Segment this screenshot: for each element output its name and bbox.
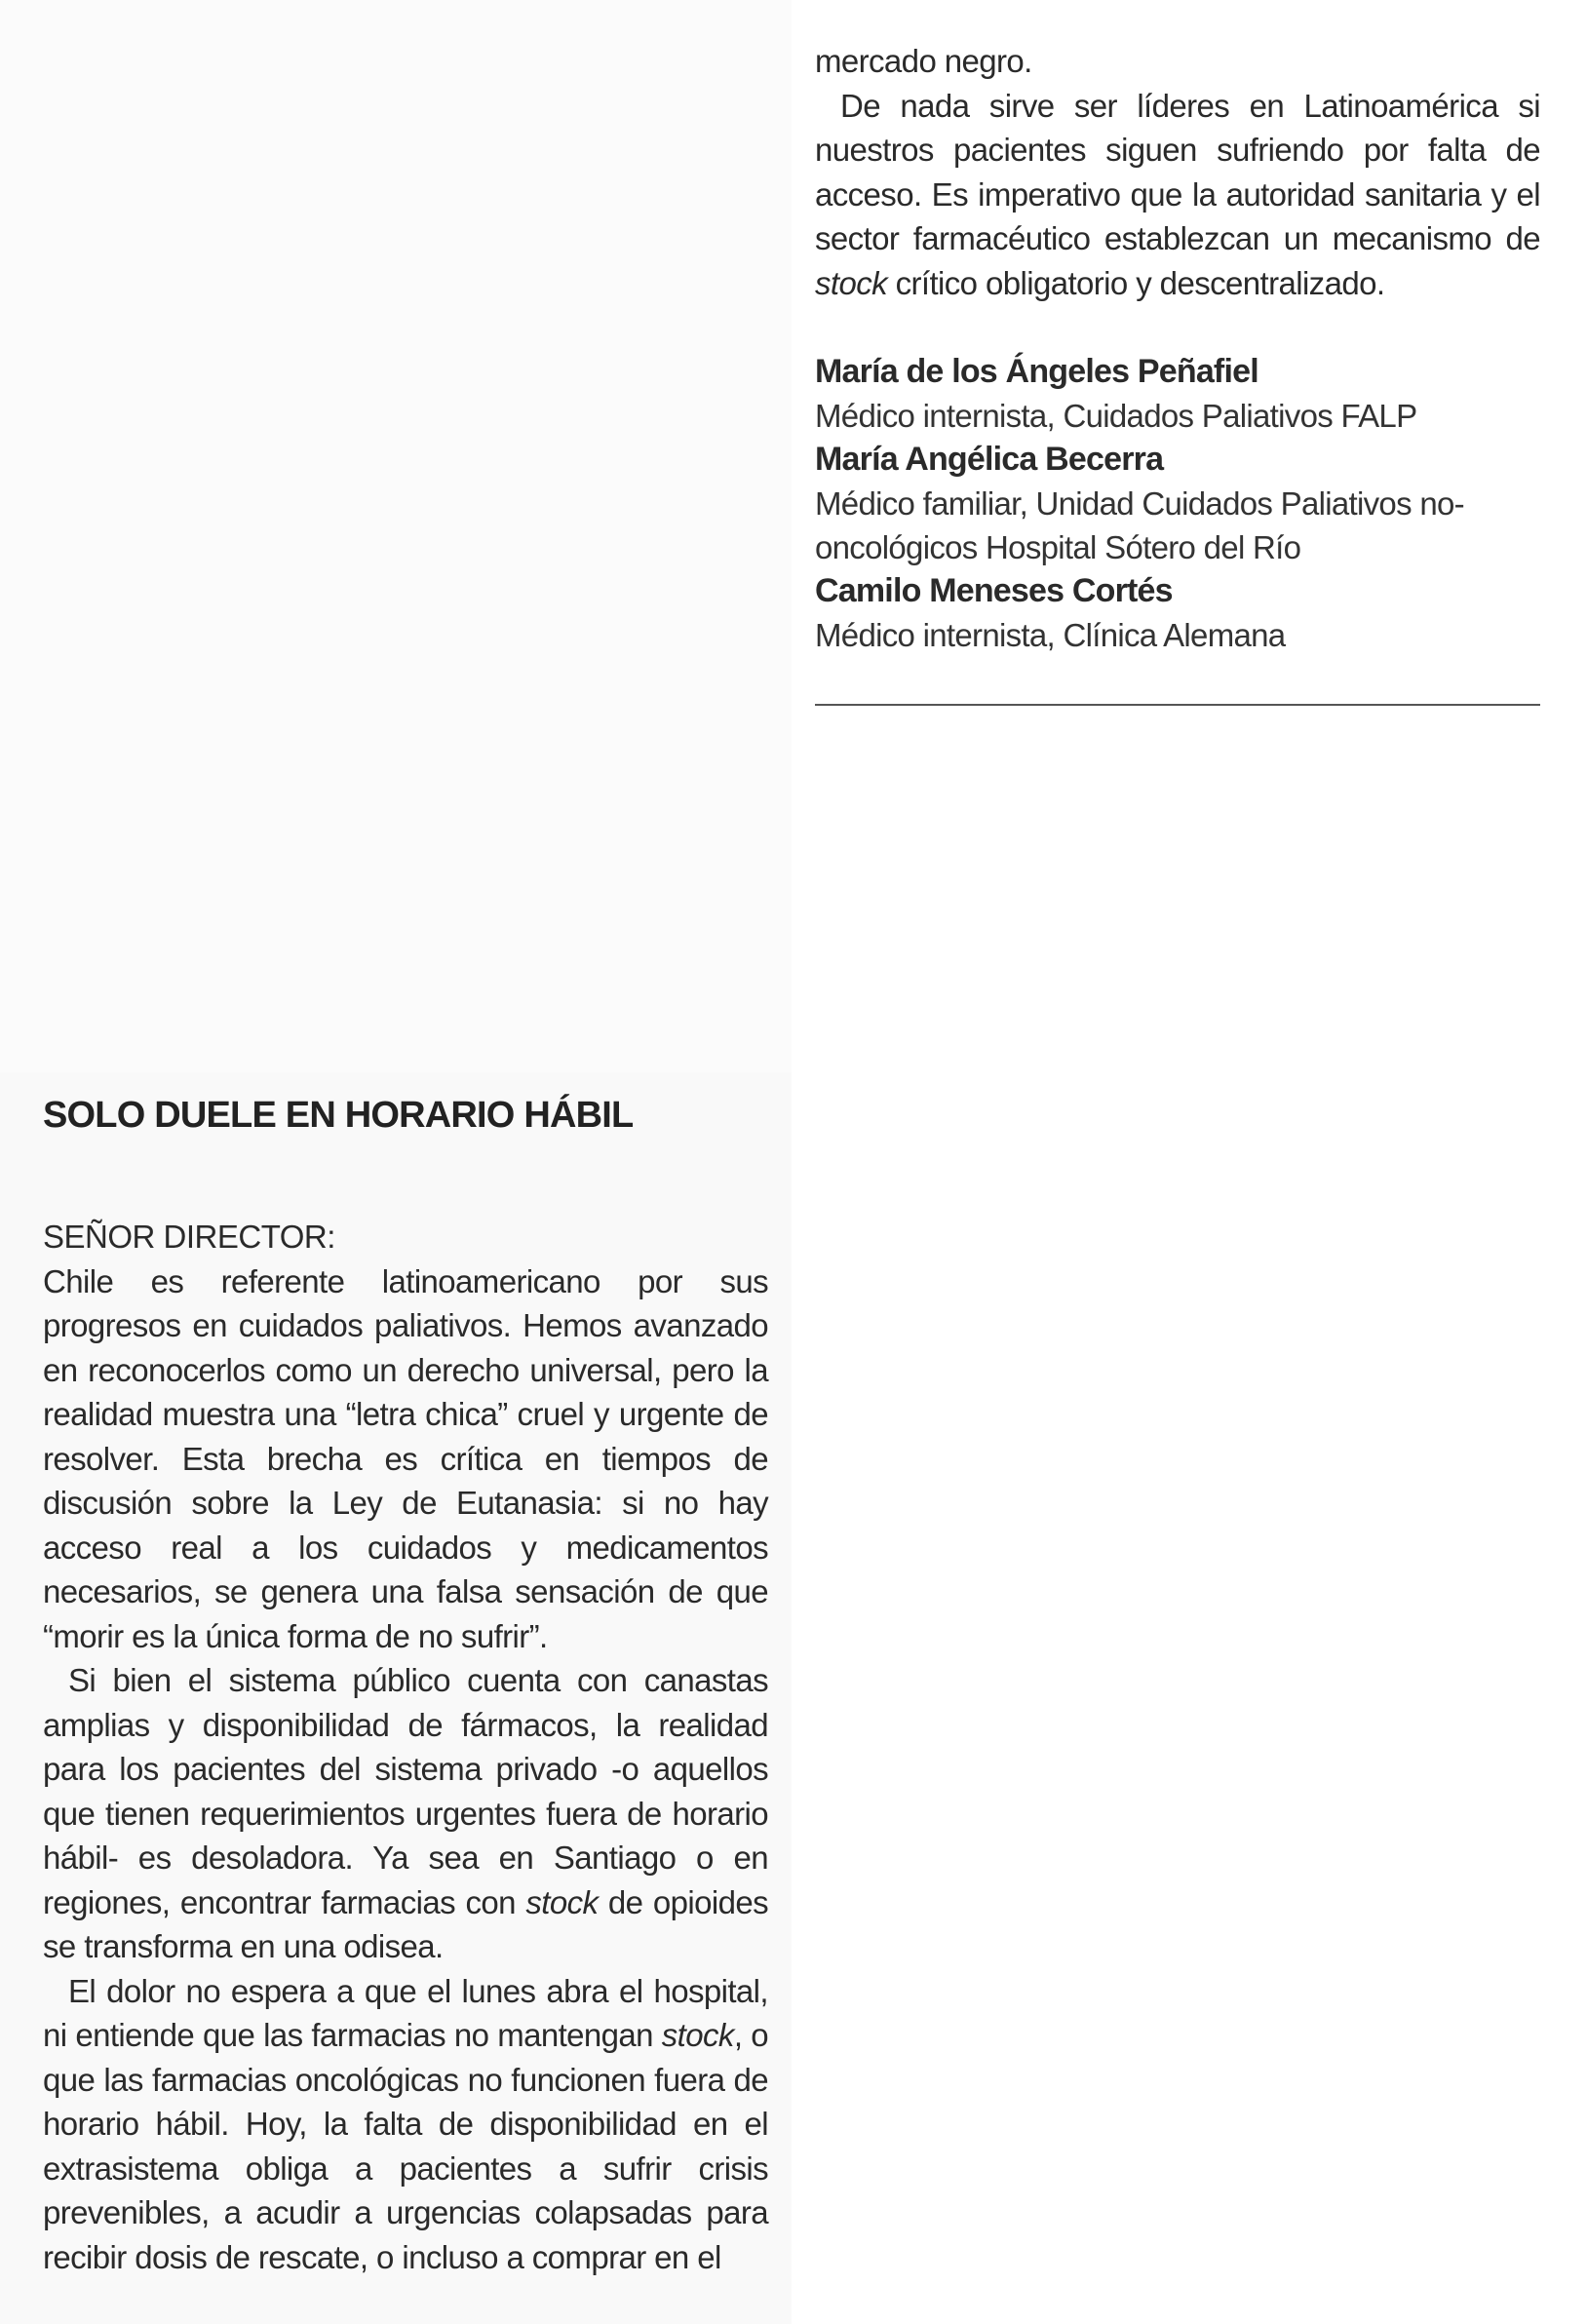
left-column-shade-upper — [0, 0, 792, 1072]
signature-name: María Angélica Becerra — [815, 441, 1164, 478]
italic-word-stock: stock — [815, 264, 888, 301]
letter-text: El dolor no espera a que el lunes abra el hospital, ni entiende que las farmacias no mantengan — [43, 1972, 768, 2053]
letter-paragraph-2 — [43, 1658, 768, 1969]
letter-paragraph-1: Chile es referente latinoamericano por sus progresos en cuidados paliativos. Hemos avanzado en reconocerlos como un derecho universal, pero la realidad muestra una “letra chica” cruel y urgente de resolver. Esta brecha es crítica en tiempos de discusión sobre la Ley de Eutanasia: si no hay acceso real a los cuidados y medicamentos necesarios, se genera una falsa sensación de que “morir es la única forma de no sufrir”. — [43, 1262, 768, 1654]
continuation-text: De nada sirve ser líderes en Latinoamérica si nuestros pacientes siguen sufriendo por falta de acceso. Es imperativo que la autoridad sanitaria y el sector farmacéutico establezcan un mecanismo de — [815, 87, 1540, 256]
letter-text: Si bien el sistema público cuenta con canastas amplias y disponibilidad de fármacos, la realidad para los pacientes del sistema privado -o aquellos que tienen requerimientos urgentes fuera de horario hábil- es desoladora. Ya sea en Santiago o en regiones, encontrar farmacias con — [43, 1662, 768, 1920]
signature-role: Médico internista, Cuidados Paliativos FALP — [815, 398, 1417, 434]
letter-text: de opioides se transforma en una odisea. — [43, 1883, 768, 1964]
letter-paragraph-3 — [43, 1969, 768, 2280]
continuation-text: crítico obligatorio y descentralizado. — [887, 264, 1385, 301]
signature-role: Médico familiar, Unidad Cuidados Paliativos no-oncológicos Hospital Sótero del Río — [815, 485, 1464, 565]
letter-solo-duele — [43, 1092, 768, 2279]
previous-letter-continuation — [815, 39, 1540, 657]
section-divider — [815, 704, 1540, 706]
letter-salutation: SEÑOR DIRECTOR: — [43, 1219, 335, 1255]
italic-word-stock: stock — [525, 1883, 599, 1920]
letter-text: , o que las farmacias oncológicas no funcionen fuera de horario hábil. Hoy, la falta de disponibilidad en el extrasistema obliga a pacientes a sufrir crisis prevenibles, a acudir a urgencias colapsadas para recibir dosis de rescate, o incluso a comprar en el — [43, 2017, 768, 2275]
signature-name: María de los Ángeles Peñafiel — [815, 353, 1258, 390]
italic-word-stock: stock — [661, 2017, 734, 2053]
signature-name: Camilo Meneses Cortés — [815, 572, 1173, 609]
signature-role: Médico internista, Clínica Alemana — [815, 617, 1286, 653]
letter-headline: SOLO DUELE EN HORARIO HÁBIL — [43, 1095, 634, 1136]
continuation-paragraph-2 — [815, 84, 1540, 306]
continuation-paragraph-1: mercado negro. — [815, 43, 1032, 79]
signature-block — [815, 350, 1540, 657]
